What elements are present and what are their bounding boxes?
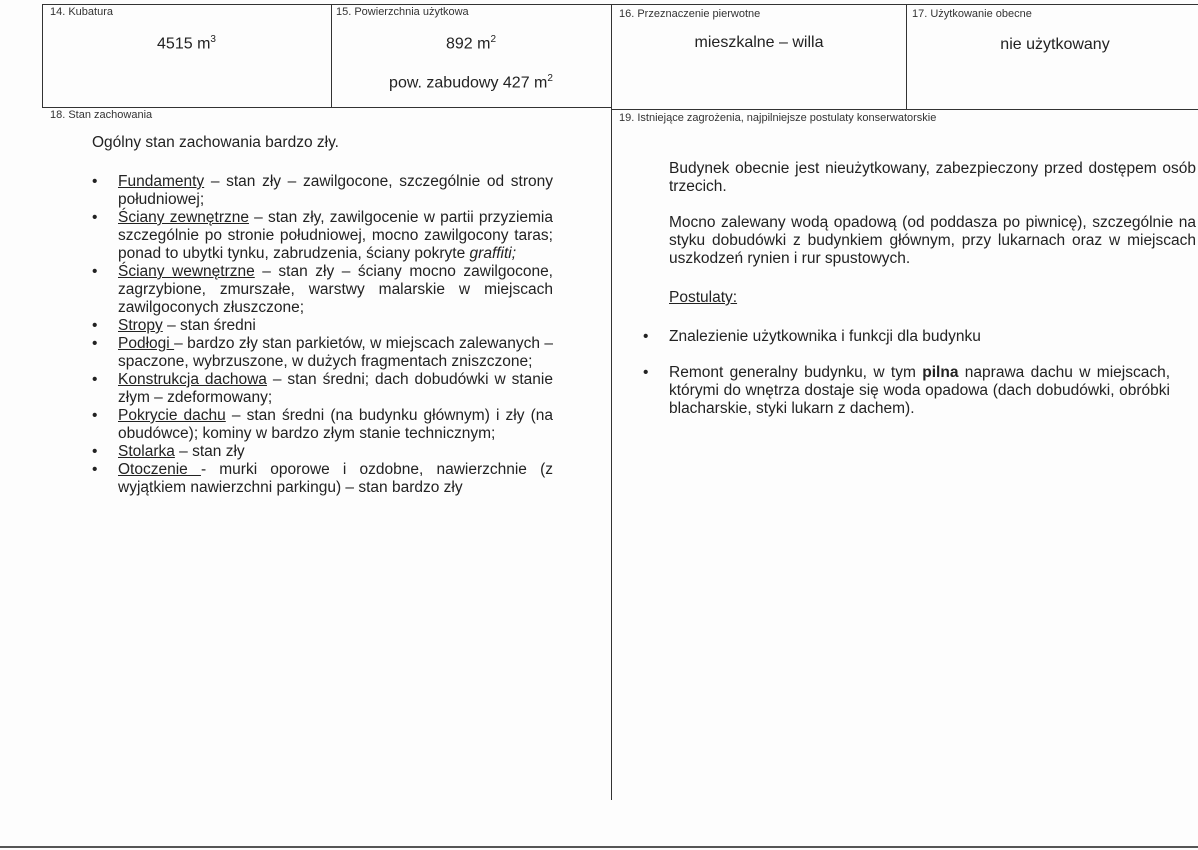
stan-item-heading: Ściany wewnętrzne	[118, 263, 255, 280]
postulaty-list	[643, 328, 1170, 418]
cell-divider	[906, 5, 907, 109]
stan-item	[92, 263, 553, 317]
stan-intro: Ogólny stan zachowania bardzo zły.	[92, 134, 339, 151]
stan-item-text: – stan zły	[174, 443, 245, 460]
stan-item	[92, 371, 553, 407]
postulat-item: • Znalezienie użytkownika i funkcji dla budynku	[643, 328, 1170, 346]
uzytkowanie-value: nie użytkowany	[1000, 36, 1110, 53]
stan-item-heading: Fundamenty	[118, 173, 205, 190]
stan-item	[92, 443, 553, 461]
przeznaczenie-value: mieszkalne – willa	[694, 34, 824, 51]
stan-item-text: – stan średni; dach dobudówki w stanie złym – zdeformowany;	[118, 371, 553, 406]
kubatura-value: 4515 $m^3$	[157, 34, 216, 53]
uzytkowanie-label: 17. Użytkowanie obecne	[912, 8, 1032, 20]
table-border-left	[42, 4, 43, 107]
stan-item	[92, 407, 553, 443]
stan-item	[92, 209, 553, 263]
zagrozenia-p2: Mocno zalewany wodą opadową (od poddasza po piwnicę), szczególnie na styku dobudówki z budynkiem głównym, przy lukarnach oraz w miejscach uszkodzeń rynien i rur spustowych.	[669, 214, 1196, 267]
stan-item-heading: Podłogi	[118, 335, 175, 352]
zagrozenia-p1: Budynek obecnie jest nieużytkowany, zabezpieczony przed dostępem osób trzecich.	[669, 160, 1196, 195]
postulat-item: • Remont generalny budynku, w tym pilna naprawa dachu w miejscach, którymi do wnętrza dostaje się woda opadowa (dach dobudówki, obróbki blacharskie, styki lukarn z dachem).	[643, 364, 1170, 418]
stan-item-text: – stan zły – zawilgocone, szczególnie od strony południowej;	[118, 173, 553, 208]
stan-item-text: – bardzo zły stan parkietów, w miejscach zalewanych – spaczone, wybrzuszone, w dużych fragmentach zniszczone;	[118, 335, 553, 370]
stan-item-heading: Ściany zewnętrzne	[118, 209, 249, 226]
stan-item-heading: Otoczenie	[118, 461, 201, 478]
zabudowa-value: pow. zabudowy 427 $m^2$	[389, 73, 553, 92]
stan-item-text: - murki oporowe i ozdobne, nawierzchnie (z wyjątkiem nawierzchni parkingu) – stan bardzo zły	[118, 461, 553, 496]
stan-item-heading: Stolarka	[118, 443, 175, 460]
stan-item-heading: Pokrycie dachu	[118, 407, 226, 424]
row-divider	[612, 109, 1198, 110]
stan-label: 18. Stan zachowania	[50, 109, 153, 121]
stan-item	[92, 335, 553, 371]
przeznaczenie-label: 16. Przeznaczenie pierwotne	[619, 8, 761, 20]
stan-item-text: – stan zły, zawilgocenie w partii przyziemia szczególnie po stronie południowej, mocno zawilgocony taras; ponad to ubytki tynku, zabrudzenia, ściany pokryte	[118, 209, 553, 262]
stan-item	[92, 461, 553, 497]
table-border-top	[42, 4, 1198, 5]
stan-item-italic: graffiti;	[469, 245, 517, 262]
kubatura-label: 14. Kubatura	[50, 6, 113, 18]
stan-item	[92, 317, 553, 335]
powierzchnia-label: 15. Powierzchnia użytkowa	[336, 6, 469, 18]
stan-item-heading: Stropy	[118, 317, 163, 334]
stan-item	[92, 173, 553, 209]
stan-item-text: – stan średni	[162, 317, 256, 334]
stan-list	[92, 173, 553, 497]
page-bottom-edge	[0, 846, 1198, 848]
zagrozenia-label: 19. Istniejące zagrożenia, najpilniejsze postulaty konserwatorskie	[619, 112, 937, 124]
powierzchnia-value: 892 $m^2$	[445, 34, 497, 53]
cell-divider	[611, 4, 612, 800]
stan-item-heading: Konstrukcja dachowa	[118, 371, 267, 388]
stan-item-text: – stan zły – ściany mocno zawilgocone, zagrzybione, zmurszałe, warstwy malarskie w miejscach zawilgoconych złuszczone;	[118, 263, 553, 316]
postulaty-heading: Postulaty:	[669, 289, 738, 306]
stan-item-text: – stan średni (na budynku głównym) i zły (na obudówce); kominy w bardzo złym stanie technicznym;	[118, 407, 553, 442]
row-divider	[42, 107, 612, 108]
